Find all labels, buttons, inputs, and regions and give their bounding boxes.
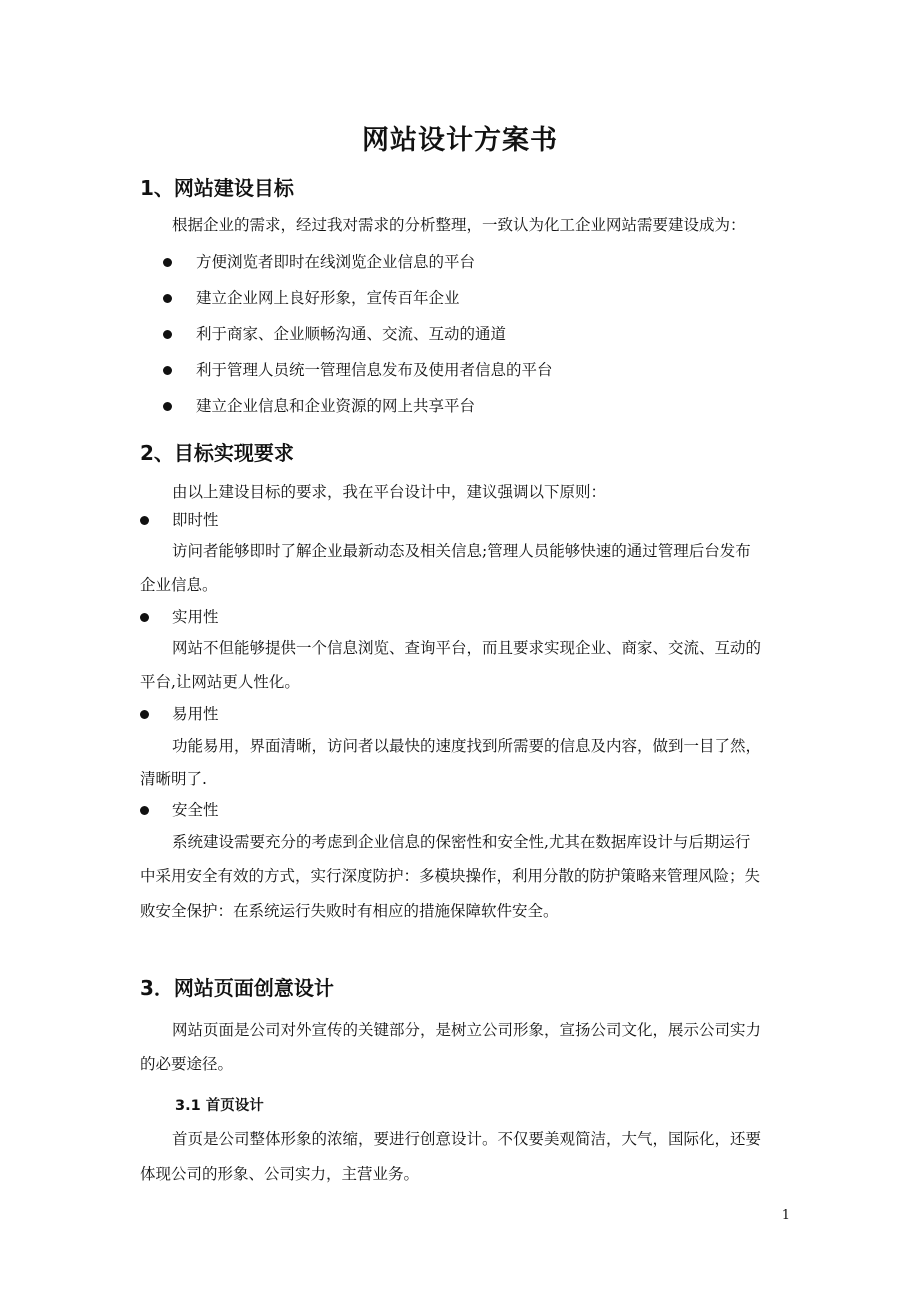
- bullet-dot-icon: [140, 806, 149, 815]
- list-item: 利于管理人员统一管理信息发布及使用者信息的平台: [196, 361, 553, 379]
- page-number: 1: [781, 1208, 790, 1223]
- list-item: 利于商家、企业顺畅沟通、交流、互动的通道: [196, 325, 507, 343]
- bullet-dot-icon: [140, 710, 149, 719]
- principle-label: 实用性: [172, 608, 219, 626]
- principle-text: 功能易用，界面清晰，访问者以最快的速度找到所需要的信息及内容，做到一目了然，: [172, 737, 762, 755]
- principle-text: 企业信息。: [140, 576, 218, 594]
- bullet-dot-icon: [163, 258, 172, 267]
- list-item: 方便浏览者即时在线浏览企业信息的平台: [196, 253, 476, 271]
- section-2-heading: 2、目标实现要求: [140, 441, 294, 465]
- bullet-dot-icon: [163, 294, 172, 303]
- principle-text: 平台,让网站更人性化。: [140, 673, 300, 691]
- section-1-intro: 根据企业的需求，经过我对需求的分析整理，一致认为化工企业网站需要建设成为：: [172, 216, 746, 234]
- bullet-dot-icon: [163, 330, 172, 339]
- list-item: 建立企业信息和企业资源的网上共享平台: [196, 397, 476, 415]
- principle-label: 即时性: [172, 511, 219, 529]
- principle-text: 访问者能够即时了解企业最新动态及相关信息;管理人员能够快速的通过管理后台发布: [172, 542, 751, 560]
- principle-text: 败安全保护：在系统运行失败时有相应的措施保障软件安全。: [140, 902, 559, 920]
- bullet-dot-icon: [140, 516, 149, 525]
- principle-label: 易用性: [172, 705, 219, 723]
- subsection-3-1-heading: 3.1 首页设计: [175, 1098, 264, 1114]
- principle-text: 网站不但能够提供一个信息浏览、查询平台，而且要求实现企业、商家、交流、互动的: [172, 639, 762, 657]
- section-1-heading: 1、网站建设目标: [140, 176, 294, 200]
- bullet-dot-icon: [163, 366, 172, 375]
- bullet-dot-icon: [140, 613, 149, 622]
- subsection-3-1-text: 体现公司的形象、公司实力，主营业务。: [140, 1165, 420, 1183]
- principle-text: 清晰明了.: [140, 770, 207, 788]
- section-3-text: 的必要途径。: [140, 1055, 234, 1073]
- principle-label: 安全性: [172, 801, 219, 819]
- section-2-intro: 由以上建设目标的要求，我在平台设计中，建议强调以下原则：: [172, 483, 607, 501]
- document-title: 网站设计方案书: [362, 125, 558, 156]
- section-3-text: 网站页面是公司对外宣传的关键部分，是树立公司形象，宣扬公司文化，展示公司实力: [172, 1021, 762, 1039]
- subsection-3-1-text: 首页是公司整体形象的浓缩，要进行创意设计。不仅要美观简洁，大气，国际化，还要: [172, 1130, 762, 1148]
- bullet-dot-icon: [163, 402, 172, 411]
- section-3-heading: 3．网站页面创意设计: [140, 976, 334, 1000]
- principle-text: 系统建设需要充分的考虑到企业信息的保密性和安全性,尤其在数据库设计与后期运行: [172, 833, 751, 851]
- principle-text: 中采用安全有效的方式，实行深度防护：多模块操作，利用分散的防护策略来管理风险；失: [140, 867, 761, 885]
- list-item: 建立企业网上良好形象，宣传百年企业: [196, 289, 460, 307]
